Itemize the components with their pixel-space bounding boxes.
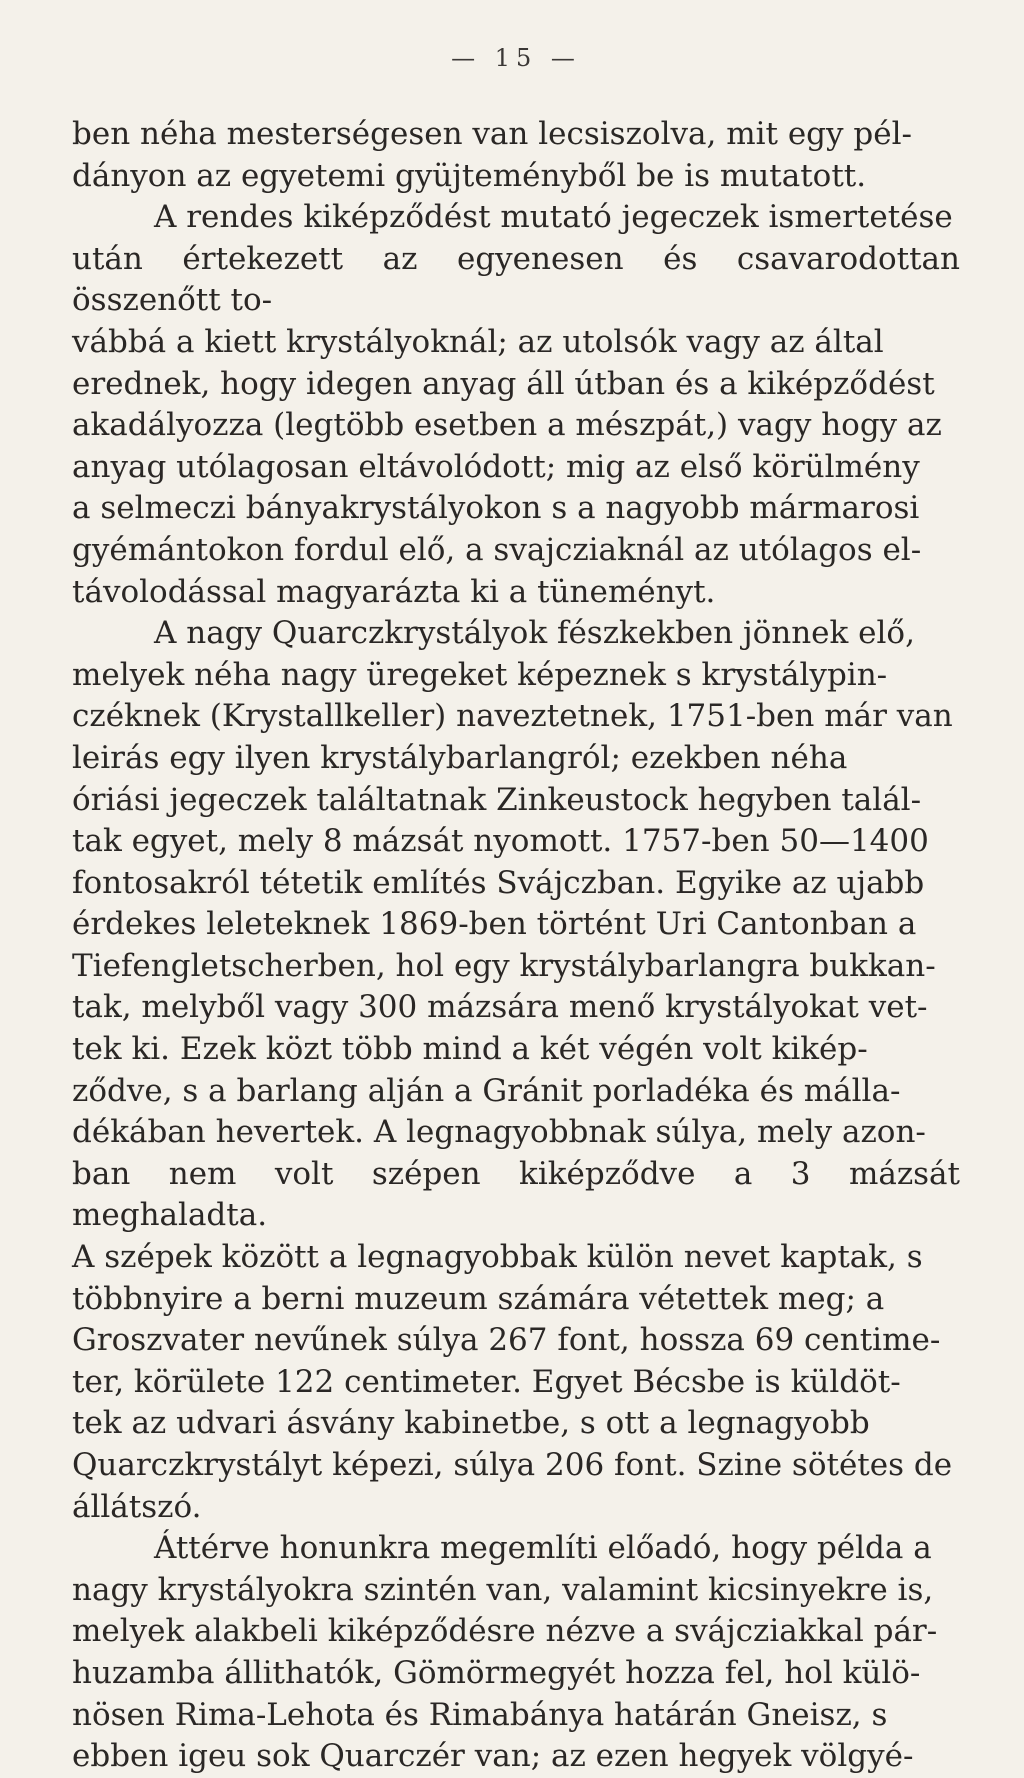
text-line: érdekes leleteknek 1869-ben történt Uri Cantonban a xyxy=(72,906,917,943)
text-line: Groszvater nevűnek súlya 267 font, hossza 69 centime- xyxy=(72,1322,941,1359)
text-line: állátszó. xyxy=(72,1488,202,1525)
text-line: nösen Rima-Lehota és Rimabánya határán Gneisz, s xyxy=(72,1696,888,1733)
text-line: nagy krystályokra szintén van, valamint kicsinyekre is, xyxy=(72,1571,934,1608)
text-line: dányon az egyetemi gyüjteményből be is mutatott. xyxy=(72,157,867,194)
text-line: A nagy Quarczkrystályok fészkekben jönnek elő, xyxy=(154,615,915,652)
text-line: A szépek között a legnagyobbak külön nevet kaptak, s xyxy=(72,1239,923,1276)
text-line: Áttérve honunkra megemlíti előadó, hogy példa a xyxy=(154,1530,932,1567)
text-line: leirás egy ilyen krystálybarlangról; ezekben néha xyxy=(72,739,848,776)
text-line: tak egyet, mely 8 mázsát nyomott. 1757-ben 50—1400 xyxy=(72,823,929,860)
text-line: ban nem volt szépen kiképződve a 3 mázsát meghaladta. xyxy=(72,1155,960,1234)
text-line: ebben igeu sok Quarczér van; az ezen hegyek völgyé- xyxy=(72,1738,914,1775)
text-line: fontosakról tétetik említés Svájczban. Egyike az ujabb xyxy=(72,864,925,901)
text-line: Quarczkrystályt képezi, súlya 206 font. Szine sötétes de xyxy=(72,1447,953,1483)
text-line: A rendes kiképződést mutató jegeczek ismertetése xyxy=(154,199,953,236)
paragraph-1 xyxy=(72,114,960,197)
text-line: melyek néha nagy üregeket képeznek s krystálypin- xyxy=(72,656,888,693)
text-line: többnyire a berni muzeum számára vétettek meg; a xyxy=(72,1280,885,1317)
text-line: ben néha mesterségesen van lecsiszolva, mit egy pél- xyxy=(72,116,912,152)
text-line: után értekezett az egyenesen és csavarodottan összenőtt to- xyxy=(72,240,960,319)
text-line: huzamba állithatók, Gömörmegyét hozza fel, hol külö- xyxy=(72,1654,921,1691)
text-line: a selmeczi bányakrystályokon s a nagyobb mármarosi xyxy=(72,490,920,527)
text-line: anyag utólagosan eltávolódott; mig az első körülmény xyxy=(72,448,920,485)
text-line: tek ki. Ezek közt több mind a két végén volt kikép- xyxy=(72,1031,868,1068)
page-number-header: — 15 — xyxy=(451,44,581,72)
text-line: vábbá a kiett krystályoknál; az utolsók vagy az által xyxy=(72,323,884,360)
text-line: tak, melyből vagy 300 mázsára menő krystályokat vet- xyxy=(72,989,928,1026)
text-line: melyek alakbeli kiképződésre nézve a svájcziakkal pár- xyxy=(72,1613,938,1650)
text-line: tek az udvari ásvány kabinetbe, s ott a legnagyobb xyxy=(72,1405,870,1442)
text-line: Tiefengletscherben, hol egy krystálybarlangra bukkan- xyxy=(72,947,936,984)
text-line: gyémántokon fordul elő, a svajcziaknál az utólagos el- xyxy=(72,531,922,568)
text-line: dékában hevertek. A legnagyobbnak súlya, mely azon- xyxy=(72,1114,926,1151)
paragraph-2 xyxy=(72,197,960,613)
text-line: óriási jegeczek találtatnak Zinkeustock hegyben talál- xyxy=(72,781,922,818)
text-line: czéknek (Krystallkeller) naveztetnek, 1751-ben már van xyxy=(72,698,953,735)
paragraph-4 xyxy=(72,1528,960,1778)
text-line: ződve, s a barlang alján a Gránit porladéka és málla- xyxy=(72,1072,901,1109)
text-line: erednek, hogy idegen anyag áll útban és a kiképződést xyxy=(72,365,935,402)
text-line: távolodással magyarázta ki a tüneményt. xyxy=(72,573,716,610)
paragraph-3 xyxy=(72,613,960,1528)
text-line: ter, körülete 122 centimeter. Egyet Bécsbe is küldöt- xyxy=(72,1363,901,1400)
text-line: akadályozza (legtöbb esetben a mészpát,) vagy hogy az xyxy=(72,407,942,444)
